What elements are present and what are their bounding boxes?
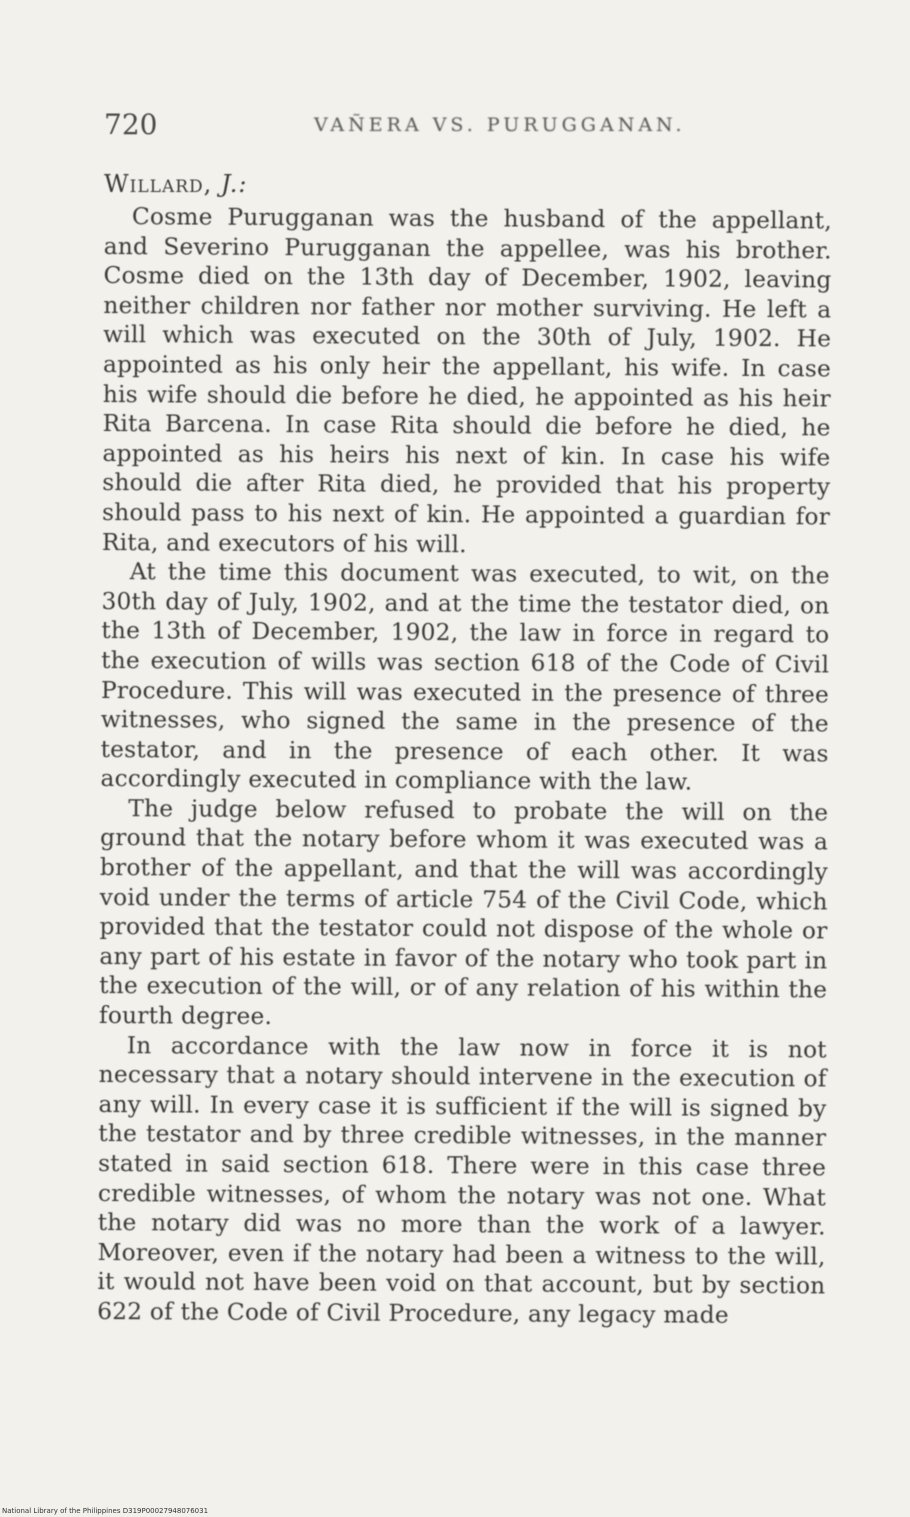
library-stamp: National Library of the Philippines D319P00027948076031 xyxy=(2,1507,209,1515)
opinion-author xyxy=(104,170,247,198)
paragraph: In accordance with the law now in force it is not necessary that a notary should intervene in the execution of any will. In every case it is sufficient if the will is signed by the testator and by three credible witnesses, in the manner stated in said section 618. There were in this case three credible witnesses, of whom the notary was not one. What the notary did was no more than the work of a lawyer. Moreover, even if the notary had been a witness to the will, it would not have been void on that account, but by section 622 of the Code of Civil Procedure, any legacy made xyxy=(97,1031,827,1329)
page-number: 720 xyxy=(104,108,158,141)
running-head: VAÑERA VS. PURUGGANAN. xyxy=(314,114,686,136)
paragraph: Cosme Purugganan was the husband of the appellant, and Severino Purugganan the appellee, was his brother. Cosme died on the 13th day of December, 1902, leaving neither children nor father nor mother surviving. He left a will which was executed on the 30th of July, 1902. He appointed as his only heir the appellant, his wife. In case his wife should die before he died, he appointed as his heir Rita Barcena. In case Rita should die before he died, he appointed as his heirs his next of kin. In case his wife should die after Rita died, he provided that his property should pass to his next of kin. He appointed a guardian for Rita, and executors of his will. xyxy=(101,203,832,558)
page-header xyxy=(104,108,844,148)
paragraph: At the time this document was executed, to wit, on the 30th day of July, 1902, and at the time the testator died, on the 13th of December, 1902, the law in force in regard to the execution of wills was section 618 of the Code of Civil Procedure. This will was executed in the presence of three witnesses, who signed the same in the presence of the testator, and in the presence of each other. It was accordingly executed in compliance with the law. xyxy=(100,558,830,796)
opinion-body xyxy=(97,202,832,1331)
paragraph: The judge below refused to probate the will on the ground that the notary before whom it was executed was a brother of the appellant, and that the will was accordingly void under the terms of article 754 of the Civil Code, which provided that the testator could not dispose of the whole or any part of his estate in favor of the notary who took part in the execution of the will, or of any relation of his within the fourth degree. xyxy=(98,795,829,1031)
author-title: J.: xyxy=(220,170,248,198)
author-name: Willard, xyxy=(104,170,221,198)
